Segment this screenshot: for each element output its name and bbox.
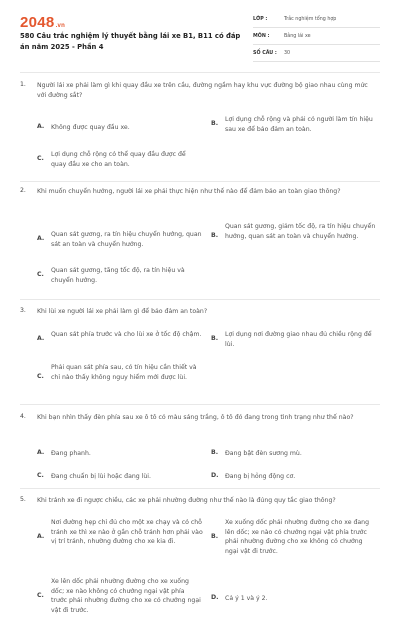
question-text: Khi bạn nhìn thấy đèn phía sau xe ô tô có màu sáng trắng, ô tô đó đang trong tình trạng như thế nào? xyxy=(37,414,354,421)
option-c[interactable] xyxy=(37,150,202,172)
option-b[interactable] xyxy=(211,330,376,352)
option-b[interactable] xyxy=(211,222,376,254)
page-header xyxy=(0,0,400,66)
option-letter: D. xyxy=(211,472,219,479)
option-letter: D. xyxy=(211,594,219,601)
option-text: Quan sát gương, giảm tốc độ, ra tín hiệu chuyển hướng, quan sát an toàn và chuyển hướng. xyxy=(225,223,376,240)
option-text: Xe xuống dốc phải nhường đường cho xe đang lên dốc; xe nào có chướng ngại vật phía trước phải nhường đường cho xe không có chướng ngại vật đi trước. xyxy=(225,519,370,555)
question-5 xyxy=(20,496,380,614)
divider xyxy=(20,72,380,73)
option-letter: B. xyxy=(211,533,219,540)
question-text: Khi tránh xe đi ngược chiều, các xe phải nhường đường như thế nào là đúng quy tắc giao thông? xyxy=(37,497,336,504)
option-text: Xe lên dốc phải nhường đường cho xe xuống dốc; xe nào không có chướng ngại vật phía trước phải nhường đường cho xe có chướng ngại vật đi trước. xyxy=(51,578,201,614)
option-a[interactable] xyxy=(37,518,207,560)
option-letter: B. xyxy=(211,232,219,239)
divider xyxy=(20,404,380,405)
option-text: Quan sát gương, ra tín hiệu chuyển hướng, quan sát an toàn và chuyển hướng. xyxy=(51,231,202,248)
logo-text: 2048 xyxy=(20,14,55,31)
meta-row-subject xyxy=(253,31,380,45)
option-d[interactable] xyxy=(211,472,376,484)
logo-suffix: .vn xyxy=(55,23,66,29)
question-text: Người lái xe phải làm gì khi quay đầu xe trên cầu, đường ngầm hay khu vực đường bộ giao nhau cùng mức với đường sắt? xyxy=(37,82,368,99)
option-text: Lợi dụng nơi đường giao nhau đủ chiều rộng để lùi. xyxy=(225,331,372,348)
option-a[interactable] xyxy=(37,230,207,252)
option-text: Cả ý 1 và ý 2. xyxy=(225,595,268,602)
option-text: Đang phanh. xyxy=(51,450,91,457)
question-number: 5. xyxy=(20,496,26,503)
option-b[interactable] xyxy=(211,449,376,461)
divider xyxy=(20,299,380,300)
document-title: 580 Câu trắc nghiệm lý thuyết bằng lái xe B1, B11 có đáp án năm 2025 - Phần 4 xyxy=(20,32,241,51)
option-text: Đang bật đèn sương mù. xyxy=(225,450,302,457)
meta-row-class xyxy=(253,14,380,28)
option-text: Đang bị hỏng động cơ. xyxy=(225,473,296,480)
option-b[interactable] xyxy=(211,518,376,560)
question-number: 3. xyxy=(20,307,26,314)
option-text: Không được quay đầu xe. xyxy=(51,124,130,131)
option-a[interactable] xyxy=(37,330,207,352)
option-b[interactable] xyxy=(211,115,376,137)
option-letter: A. xyxy=(37,449,45,456)
meta-value: Trắc nghiệm tổng hợp xyxy=(284,17,337,22)
option-letter: C. xyxy=(37,472,44,479)
option-c[interactable] xyxy=(37,266,202,288)
option-letter: A. xyxy=(37,335,45,342)
option-letter: B. xyxy=(211,335,219,342)
meta-value: 30 xyxy=(284,51,291,56)
divider xyxy=(20,181,380,182)
meta-label: LỚP : xyxy=(253,17,268,22)
document-meta xyxy=(253,14,380,65)
question-text: Khi lùi xe người lái xe phải làm gì để bảo đảm an toàn? xyxy=(37,308,208,315)
divider xyxy=(20,488,380,489)
question-number: 2. xyxy=(20,187,26,194)
option-text: Quan sát phía trước và cho lùi xe ở tốc độ chậm. xyxy=(51,331,202,338)
option-a[interactable] xyxy=(37,123,197,135)
option-letter: A. xyxy=(37,533,45,540)
option-letter: B. xyxy=(211,449,219,456)
meta-label: MÔN : xyxy=(253,34,270,39)
option-letter: C. xyxy=(37,271,44,278)
question-number: 4. xyxy=(20,413,26,420)
option-letter: A. xyxy=(37,235,45,242)
option-a[interactable] xyxy=(37,449,202,461)
site-logo[interactable] xyxy=(20,14,65,31)
option-letter: A. xyxy=(37,123,45,130)
question-2 xyxy=(20,187,380,297)
question-text: Khi muốn chuyển hướng, người lái xe phải thực hiện như thế nào để đảm bảo an toàn giao thông? xyxy=(37,188,341,195)
meta-value: Bằng lái xe xyxy=(284,34,311,39)
option-text: Đang chuẩn bị lùi hoặc đang lùi. xyxy=(51,473,151,480)
option-c[interactable] xyxy=(37,577,202,619)
option-letter: C. xyxy=(37,373,44,380)
option-text: Phải quan sát phía sau, có tín hiệu cần thiết và chỉ nào thấy không nguy hiểm mới được lùi. xyxy=(51,364,197,381)
question-4 xyxy=(20,413,380,488)
question-3 xyxy=(20,307,380,402)
question-number: 1. xyxy=(20,81,26,88)
option-d[interactable] xyxy=(211,594,376,606)
option-letter: C. xyxy=(37,592,44,599)
option-text: Quan sát gương, tăng tốc độ, ra tín hiệu và chuyển hướng. xyxy=(51,267,185,284)
meta-label: SỐ CÂU : xyxy=(253,51,277,56)
option-text: Lợi dụng chỗ rộng có thể quay đầu được để quay đầu xe cho an toàn. xyxy=(51,151,186,168)
option-c[interactable] xyxy=(37,363,202,395)
option-letter: C. xyxy=(37,155,44,162)
option-c[interactable] xyxy=(37,472,202,484)
option-letter: B. xyxy=(211,120,219,127)
option-text: Nơi đường hẹp chỉ đủ cho một xe chạy và có chỗ tránh xe thì xe nào ở gần chỗ tránh hơn phải vào vị trí tránh, nhường đường cho xe kia đi. xyxy=(51,519,203,545)
meta-row-count xyxy=(253,48,380,62)
question-1 xyxy=(20,81,380,181)
option-text: Lợi dụng chỗ rộng và phải có người làm tín hiệu sau xe để bảo đảm an toàn. xyxy=(225,116,373,133)
